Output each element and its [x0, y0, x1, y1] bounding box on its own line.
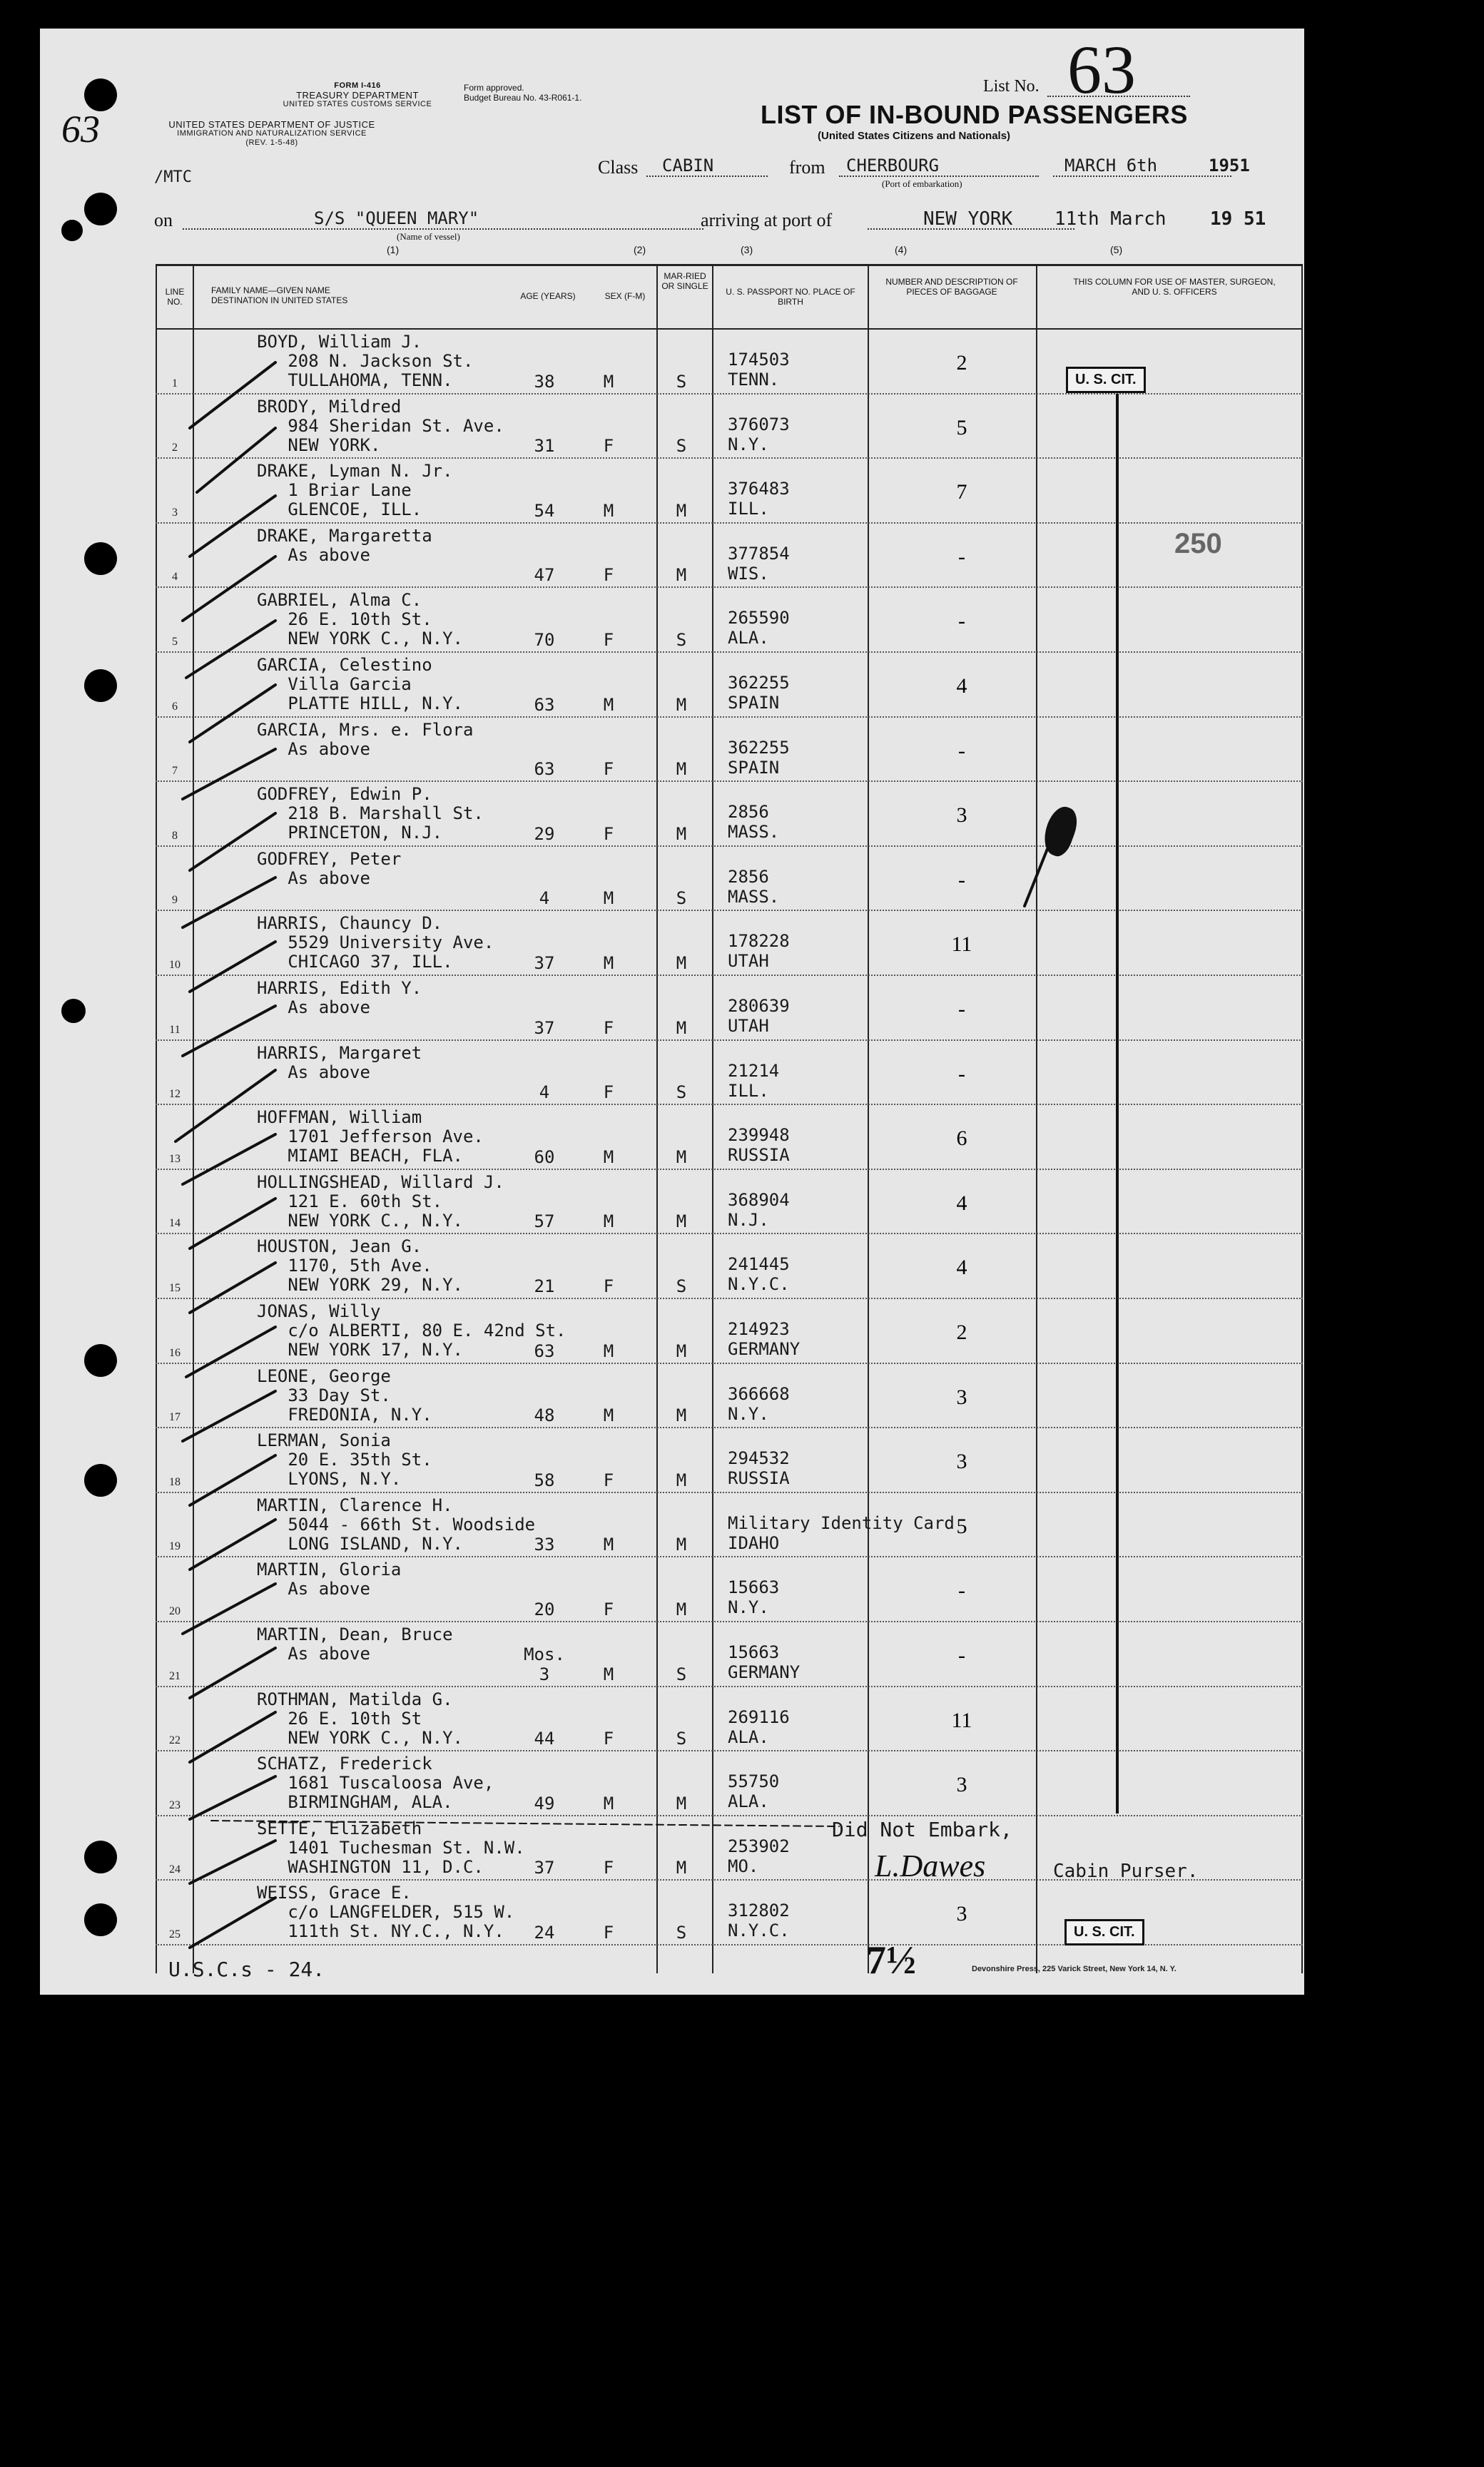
passenger-sex: F [603, 1858, 614, 1878]
line-number: 10 [169, 958, 181, 971]
passenger-sex: F [603, 1082, 614, 1103]
arriving-label: arriving at port of [701, 210, 833, 230]
passport-and-birthplace: 362255 SPAIN [728, 737, 790, 778]
passport-and-birthplace: 214923 GERMANY [728, 1319, 801, 1359]
passenger-age: 60 [534, 1146, 555, 1167]
passenger-age: 58 [534, 1470, 555, 1490]
form-number: FORM I-416 [334, 81, 381, 90]
passenger-age: 37 [534, 1017, 555, 1038]
passenger-sex: M [603, 1341, 614, 1361]
passenger-name-address: SCHATZ, Frederick 1681 Tuscaloosa Ave, BIRMINGHAM, ALA. [257, 1754, 494, 1813]
passport-and-birthplace: 376073 N.Y. [728, 414, 790, 454]
baggage-count: - [958, 1644, 965, 1667]
passport-and-birthplace: 376483 ILL. [728, 479, 790, 519]
passport-and-birthplace: 265590 ALA. [728, 608, 790, 648]
baggage-count: 5 [956, 1514, 967, 1538]
col-header-married: MAR-RIED OR SINGLE [661, 271, 708, 291]
passenger-marital-status: M [676, 952, 687, 973]
baggage-count: - [958, 544, 965, 569]
passenger-name-address: HARRIS, Margaret As above [257, 1042, 422, 1082]
ins-label: IMMIGRATION AND NATURALIZATION SERVICE [177, 129, 367, 138]
passenger-marital-status: S [676, 1922, 687, 1943]
departure-year: 1951 [1209, 156, 1250, 176]
passenger-marital-status: M [676, 565, 687, 586]
baggage-count: - [958, 1579, 965, 1603]
passenger-marital-status: S [676, 1664, 687, 1684]
baggage-count: 4 [956, 1191, 967, 1215]
passenger-age: 44 [534, 1729, 555, 1749]
passenger-marital-status: M [676, 1599, 687, 1619]
passenger-age: 4 [539, 1082, 550, 1103]
list-number: 63 [1067, 31, 1136, 108]
passenger-sex: F [603, 565, 614, 586]
passenger-age: 63 [534, 759, 555, 780]
passenger-marital-status: M [676, 1017, 687, 1038]
budget-label: Budget Bureau No. 43-R061-1. [464, 93, 582, 103]
line-number: 22 [169, 1734, 181, 1747]
baggage-count: - [958, 1062, 965, 1086]
passenger-age: 48 [534, 1405, 555, 1426]
passenger-marital-status: M [676, 823, 687, 844]
passenger-marital-status: S [676, 436, 687, 457]
baggage-count: - [958, 738, 965, 763]
passport-and-birthplace: 362255 SPAIN [728, 673, 790, 713]
baggage-count: 3 [956, 1773, 967, 1797]
passenger-sex: M [603, 1793, 614, 1814]
passenger-marital-status: S [676, 888, 687, 909]
arrival-year: 19 51 [1210, 208, 1266, 230]
col-header-line: LINE NO. [165, 287, 185, 307]
line-number: 7 [172, 765, 178, 778]
col-header-name: FAMILY NAME—GIVEN NAME DESTINATION IN UNITED STATES [211, 285, 348, 305]
us-citizen-stamp-top: U. S. CIT. [1066, 367, 1146, 393]
class-value: CABIN [662, 156, 714, 176]
passenger-age: 21 [534, 1276, 555, 1296]
embarkation-port: CHERBOURG [846, 156, 940, 176]
line-number: 8 [172, 829, 178, 842]
baggage-count: - [958, 609, 965, 634]
passenger-age: 63 [534, 1341, 555, 1361]
treasury-label: TREASURY DEPARTMENT [296, 90, 419, 101]
did-not-embark-note: Did Not Embark, [832, 1818, 1012, 1841]
baggage-count: - [958, 868, 965, 892]
passenger-name-address: HOUSTON, Jean G. 1170, 5th Ave. NEW YORK 29, N.Y. [257, 1236, 463, 1296]
line-number: 6 [172, 700, 178, 713]
passenger-age: 70 [534, 629, 555, 650]
passenger-sex: F [603, 1276, 614, 1296]
passenger-marital-status: M [676, 694, 687, 715]
passport-and-birthplace: 15663 GERMANY [728, 1642, 801, 1682]
passenger-sex: M [603, 1211, 614, 1232]
margin-number: 63 [61, 108, 100, 151]
handwritten-fraction: 7½ [866, 1938, 916, 1983]
passport-and-birthplace: Military Identity Card IDAHO [728, 1512, 955, 1553]
line-number: 15 [169, 1281, 181, 1294]
departure-date: MARCH 6th [1064, 156, 1158, 176]
baggage-count: 7 [956, 480, 967, 504]
passenger-name-address: MARTIN, Gloria As above [257, 1560, 402, 1599]
passenger-marital-status: S [676, 629, 687, 650]
line-number: 24 [169, 1863, 181, 1876]
passenger-sex: F [603, 1922, 614, 1943]
passenger-name-address: DRAKE, Margaretta As above [257, 525, 432, 565]
line-number: 11 [169, 1023, 181, 1036]
customs-label: UNITED STATES CUSTOMS SERVICE [283, 100, 432, 108]
passenger-age: 4 [539, 888, 550, 909]
passenger-sex: F [603, 1470, 614, 1490]
passenger-name-address: BRODY, Mildred 984 Sheridan St. Ave. NEW YORK. [257, 396, 504, 455]
baggage-count: 6 [956, 1126, 967, 1151]
passenger-marital-status: M [676, 1146, 687, 1167]
line-number: 4 [172, 571, 178, 584]
passenger-age: 37 [534, 952, 555, 973]
passport-and-birthplace: 2856 MASS. [728, 866, 780, 907]
passport-and-birthplace: 377854 WIS. [728, 543, 790, 584]
line-number: 9 [172, 894, 178, 907]
embarkation-note: (Port of embarkation) [882, 178, 962, 189]
stamped-250: 250 [1174, 528, 1222, 559]
passenger-marital-status: S [676, 1729, 687, 1749]
passenger-name-address: GODFREY, Edwin P. 218 B. Marshall St. PRINCETON, N.J. [257, 784, 484, 843]
passport-and-birthplace: 241445 N.Y.C. [728, 1254, 790, 1295]
column-number: (4) [895, 244, 908, 255]
passenger-name-address: BOYD, William J. 208 N. Jackson St. TULLAHOMA, TENN. [257, 332, 474, 390]
passenger-sex: M [603, 1664, 614, 1684]
passenger-name-address: HARRIS, Chauncy D. 5529 University Ave. CHICAGO 37, ILL. [257, 913, 494, 972]
passenger-name-address: HARRIS, Edith Y. As above [257, 978, 422, 1017]
baggage-count: 2 [956, 1321, 967, 1344]
passenger-sex: M [603, 1146, 614, 1167]
approved-label: Form approved. [464, 83, 524, 93]
line-number: 16 [169, 1346, 181, 1359]
baggage-count: 2 [956, 351, 967, 375]
baggage-count: 4 [956, 674, 967, 698]
list-no-label: List No. [983, 77, 1040, 96]
passenger-marital-status: M [676, 1470, 687, 1490]
passenger-name-address: JONAS, Willy c/o ALBERTI, 80 E. 42nd St. NEW YORK 17, N.Y. [257, 1301, 566, 1360]
passenger-age: 33 [534, 1535, 555, 1555]
line-number: 17 [169, 1411, 181, 1424]
passport-and-birthplace: 178228 UTAH [728, 931, 790, 972]
baggage-count: 3 [956, 803, 967, 828]
baggage-count: 11 [951, 932, 972, 957]
passenger-name-address: GARCIA, Celestino Villa Garcia PLATTE HILL, N.Y. [257, 655, 463, 713]
passenger-sex: M [603, 694, 614, 715]
passenger-age: 38 [534, 371, 555, 392]
passenger-marital-status: S [676, 1276, 687, 1296]
passenger-sex: F [603, 436, 614, 457]
passenger-age: 37 [534, 1858, 555, 1878]
passenger-name-address: SETTE, Elizabeth 1401 Tuchesman St. N.W. WASHINGTON 11, D.C. [257, 1818, 525, 1877]
passenger-marital-status: M [676, 759, 687, 780]
line-number: 12 [169, 1088, 181, 1101]
us-citizen-stamp-bottom: U. S. CIT. [1064, 1919, 1144, 1945]
baggage-count: 3 [956, 1385, 967, 1409]
passenger-sex: F [603, 1729, 614, 1749]
passport-and-birthplace: 366668 N.Y. [728, 1383, 790, 1424]
justice-label: UNITED STATES DEPARTMENT OF JUSTICE [168, 119, 375, 130]
passenger-sex: F [603, 629, 614, 650]
passport-and-birthplace: 269116 ALA. [728, 1706, 790, 1747]
passenger-name-address: WEISS, Grace E. c/o LANGFELDER, 515 W. 111th St. NY.C., N.Y. [257, 1883, 515, 1942]
passenger-sex: F [603, 759, 614, 780]
footer-code: U.S.C.s - 24. [168, 1958, 325, 1981]
line-number: 13 [169, 1152, 181, 1165]
printer-imprint: Devonshire Press, 225 Varick Street, New York 14, N. Y. [972, 1965, 1176, 1973]
passenger-marital-status: M [676, 1793, 687, 1814]
line-number: 21 [169, 1669, 181, 1682]
passenger-sex: F [603, 1017, 614, 1038]
class-label: Class [598, 157, 639, 178]
passenger-age: 49 [534, 1793, 555, 1814]
column-number: (2) [634, 244, 646, 255]
passenger-sex: F [603, 823, 614, 844]
passport-and-birthplace: 2856 MASS. [728, 802, 780, 843]
passport-and-birthplace: 294532 RUSSIA [728, 1448, 790, 1489]
line-number: 18 [169, 1475, 181, 1488]
passenger-age: 54 [534, 500, 555, 521]
baggage-count: 3 [956, 1450, 967, 1474]
passenger-age: 29 [534, 823, 555, 844]
line-number: 3 [172, 506, 178, 519]
passenger-name-address: MARTIN, Clarence H. 5044 - 66th St. Woodside LONG ISLAND, N.Y. [257, 1495, 536, 1554]
passenger-name-address: LERMAN, Sonia 20 E. 35th St. LYONS, N.Y. [257, 1430, 432, 1490]
passenger-sex: F [603, 1599, 614, 1619]
passenger-marital-status: M [676, 1341, 687, 1361]
passenger-marital-status: M [676, 500, 687, 521]
check-marks [40, 29, 1304, 1995]
passport-and-birthplace: 312802 N.Y.C. [728, 1901, 790, 1941]
line-number: 5 [172, 635, 178, 648]
cabin-purser-label: Cabin Purser. [1053, 1861, 1199, 1882]
passenger-sex: M [603, 1535, 614, 1555]
passport-and-birthplace: 55750 ALA. [728, 1771, 780, 1812]
line-number: 19 [169, 1540, 181, 1553]
passenger-marital-status: S [676, 1082, 687, 1103]
passenger-name-address: MARTIN, Dean, Bruce As above [257, 1624, 453, 1664]
passport-and-birthplace: 174503 TENN. [728, 350, 790, 390]
baggage-count: 5 [956, 415, 967, 439]
passenger-name-address: HOFFMAN, William 1701 Jefferson Ave. MIAMI BEACH, FLA. [257, 1107, 484, 1166]
column-number: (3) [741, 244, 753, 255]
rev-label: (REV. 1-5-48) [245, 138, 298, 147]
passenger-sex: M [603, 952, 614, 973]
passenger-name-address: LEONE, George 33 Day St. FREDONIA, N.Y. [257, 1365, 432, 1425]
vessel-name: S/S "QUEEN MARY" [314, 208, 479, 228]
passenger-age: 57 [534, 1211, 555, 1232]
mtc-mark: /MTC [154, 168, 192, 186]
passport-and-birthplace: 253902 MO. [728, 1836, 790, 1876]
passenger-name-address: DRAKE, Lyman N. Jr. 1 Briar Lane GLENCOE, ILL. [257, 461, 453, 520]
line-number: 1 [172, 377, 178, 390]
passenger-age: 31 [534, 436, 555, 457]
passenger-marital-status: M [676, 1405, 687, 1426]
passenger-name-address: GABRIEL, Alma C. 26 E. 10th St. NEW YORK C., N.Y. [257, 590, 463, 649]
passport-and-birthplace: 280639 UTAH [728, 996, 790, 1036]
col-header-age: AGE (YEARS) [520, 291, 576, 301]
passenger-age: 47 [534, 565, 555, 586]
arrival-port: NEW YORK [923, 208, 1013, 230]
page-title: LIST OF IN-BOUND PASSENGERS [761, 100, 1188, 129]
col-header-sex: SEX (F-M) [604, 291, 646, 301]
passenger-marital-status: S [676, 371, 687, 392]
passenger-name-address: GARCIA, Mrs. e. Flora As above [257, 719, 474, 759]
passenger-name-address: GODFREY, Peter As above [257, 848, 402, 888]
arrival-date: 11th March [1054, 208, 1167, 230]
column-number: (5) [1110, 244, 1123, 255]
vessel-note: (Name of vessel) [397, 231, 460, 242]
column-number: (1) [387, 244, 400, 255]
passport-and-birthplace: 15663 N.Y. [728, 1577, 780, 1618]
col-header-officers: THIS COLUMN FOR USE OF MASTER, SURGEON, AND U. S. OFFICERS [1073, 277, 1276, 297]
baggage-count: 3 [956, 1902, 967, 1926]
baggage-count: 4 [956, 1256, 967, 1280]
col-header-passport: U. S. PASSPORT NO. PLACE OF BIRTH [726, 287, 855, 307]
page-subtitle: (United States Citizens and Nationals) [818, 130, 1011, 142]
passenger-name-address: HOLLINGSHEAD, Willard J. 121 E. 60th St. NEW YORK C., N.Y. [257, 1171, 504, 1231]
line-number: 25 [169, 1928, 181, 1940]
line-number: 20 [169, 1604, 181, 1617]
passenger-marital-status: M [676, 1858, 687, 1878]
passenger-sex: M [603, 371, 614, 392]
passenger-sex: M [603, 500, 614, 521]
passport-and-birthplace: 368904 N.J. [728, 1189, 790, 1230]
on-label: on [154, 210, 173, 230]
passport-and-birthplace: 239948 RUSSIA [728, 1125, 790, 1166]
passenger-name-address: ROTHMAN, Matilda G. 26 E. 10th St NEW YORK C., N.Y. [257, 1689, 463, 1748]
baggage-count: 11 [951, 1708, 972, 1732]
passport-and-birthplace: 21214 ILL. [728, 1060, 780, 1101]
passenger-age: 24 [534, 1922, 555, 1943]
passenger-age: Mos. 3 [524, 1644, 565, 1684]
purser-signature: L.Dawes [875, 1848, 986, 1883]
passenger-marital-status: M [676, 1535, 687, 1555]
line-number: 23 [169, 1799, 181, 1811]
passenger-age: 20 [534, 1599, 555, 1619]
from-label: from [789, 157, 825, 178]
col-header-baggage: NUMBER AND DESCRIPTION OF PIECES OF BAGGAGE [885, 277, 1018, 297]
manifest-sheet [40, 29, 1304, 1995]
passenger-sex: M [603, 888, 614, 909]
line-number: 2 [172, 442, 178, 454]
passenger-age: 63 [534, 694, 555, 715]
passenger-sex: M [603, 1405, 614, 1426]
passenger-marital-status: M [676, 1211, 687, 1232]
line-number: 14 [169, 1217, 181, 1230]
baggage-count: - [958, 997, 965, 1021]
